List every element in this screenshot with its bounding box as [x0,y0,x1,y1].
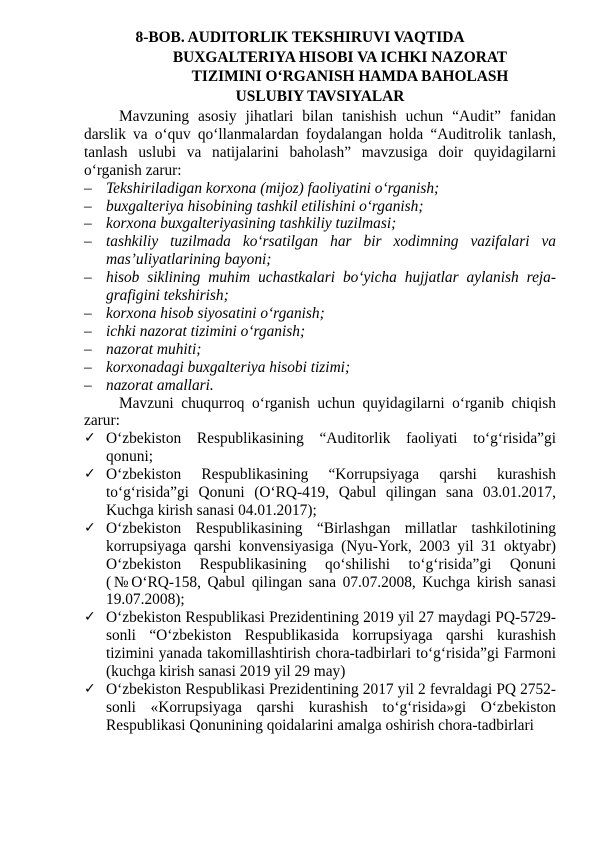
list-item: – nazorat muhiti; [84,340,202,358]
list-item: ✓ O‘zbekiston Respublikasi Prezidentining 2019 yil 27 maydagi PQ-5729-sonli “O‘zbekiston Respublikasida korrupsiyaga qarshi kurashish tizimini yanada takomillashtirish chora-tadbirlari to‘g‘risida”gi Farmoni (kuchga kirish sanasi 2019 yil 29 may) [84,609,556,681]
legal-documents-list [84,430,556,734]
list-item: – korxona buxgalteriyasining tashkiliy tuzilmasi; [84,215,397,233]
checkmark-icon: ✓ [84,681,96,697]
checkmark-icon: ✓ [84,609,96,626]
dash-bullet: – [84,233,92,251]
list-item: – nazorat amallari. [84,376,214,394]
checkmark-icon: ✓ [84,519,96,536]
dash-bullet: – [84,215,92,233]
heading-line-3: TIZIMINI O‘RGANISH HAMDA BAHOLASH [191,68,509,85]
dash-bullet: – [84,304,92,322]
chapter-heading [84,28,556,106]
heading-line-1: 8-BOB. AUDITORLIK TEKSHIRUVI VAQTIDA [135,29,465,46]
list-item: – ichki nazorat tizimini o‘rganish; [84,322,306,340]
study-topics-list [84,180,556,395]
list-item: – hisob siklining muhim uchastkalari bo‘yicha hujjatlar aylanish reja-grafigini tekshirish; [84,269,556,305]
dash-bullet: – [84,376,92,394]
checkmark-icon: ✓ [84,430,96,447]
list-item: – buxgalteriya hisobining tashkil etilishini o‘rganish; [84,197,424,215]
second-paragraph: Mavzuni chuqurroq o‘rganish uchun quyidagilarni o‘rganib chiqish zarur: [84,394,556,430]
list-item: – korxonadagi buxgalteriya hisobi tizimi; [84,358,351,376]
list-item: – Tekshiriladigan korxona (mijoz) faoliyatini o‘rganish; [84,179,440,197]
dash-bullet: – [84,197,92,215]
list-item: ✓ O‘zbekiston Respublikasining “Auditorlik faoliyati to‘g‘risida”gi qonuni; [84,430,556,466]
list-item: – tashkiliy tuzilmada ko‘rsatilgan har bir xodimning vazifalari va mas’uliyatlarining bayoni; [84,233,556,269]
intro-paragraph: Mavzuning asosiy jihatlari bilan tanishish uchun “Audit” fanidan darslik va o‘quv qo‘llanmalardan foydalangan holda “Auditrolik tanlash, tanlash uslubi va natijalarini baholash” mavzusiga doir quyidagilarni o‘rganish zarur: [84,108,556,179]
list-item: – korxona hisob siyosatini o‘rganish; [84,304,325,322]
list-item: ✓ O‘zbekiston Respublikasining “Birlashgan millatlar tashkilotining korrupsiyaga qarshi konvensiyasiga (Nyu-York, 2003 yil 31 oktyabr) O‘zbekiston Respublikasining qo‘shilishi to‘g‘risida”gi Qonuni (№O‘RQ-158, Qabul qilingan sana 07.07.2008, Kuchga kirish sanasi 19.07.2008); [84,519,556,609]
heading-line-4: USLUBIY TAVSIYALAR [235,87,405,105]
list-item: ✓ O‘zbekiston Respublikasi Prezidentining 2017 yil 2 fevraldagi PQ 2752-sonli «Korrupsiyaga qarshi kurashish to‘g‘risida»gi O‘zbekiston Respublikasi Qonunining qoidalarini amalga oshirish chora-tadbirlari [84,681,556,734]
dash-bullet: – [84,358,92,376]
list-item: ✓ O‘zbekiston Respublikasining “Korrupsiyaga qarshi kurashish to‘g‘risida”gi Qonuni (O‘RQ-419, Qabul qilingan sana 03.01.2017, Kuchga kirish sanasi 04.01.2017); [84,466,556,519]
document-page [84,28,556,735]
dash-bullet: – [84,340,92,358]
heading-line-2: BUXGALTERIYA HISOBI VA ICHKI NAZORAT [172,48,508,66]
dash-bullet: – [84,269,92,287]
dash-bullet: – [84,322,92,340]
dash-bullet: – [84,179,92,197]
checkmark-icon: ✓ [84,466,96,483]
